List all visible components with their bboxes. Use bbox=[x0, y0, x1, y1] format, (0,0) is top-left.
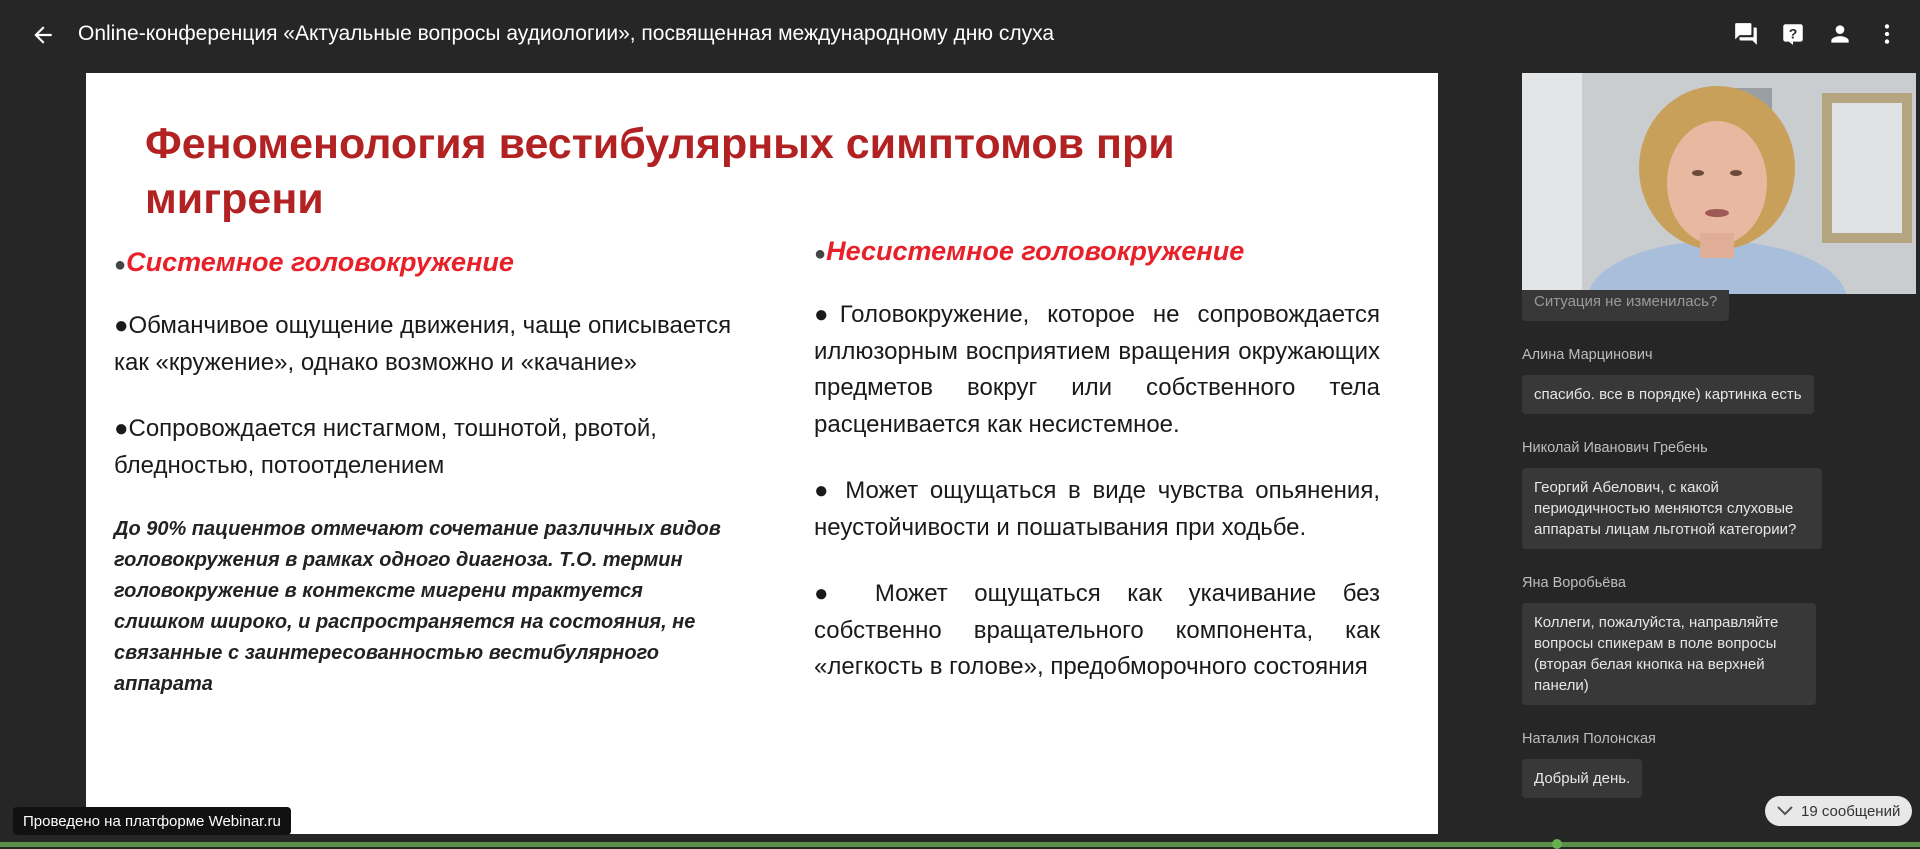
page-title: Online-конференция «Актуальные вопросы аудиологии», посвященная международному дню слуха bbox=[78, 22, 1055, 45]
right-paragraph-3: ● Может ощущаться как укачивание без собственно вращательного компонента, как «легкость в голове», предобморочного состояния bbox=[814, 580, 1380, 680]
right-paragraph-2: ● Может ощущаться в виде чувства опьянения, неустойчивости и пошатывания при ходьбе. bbox=[814, 477, 1380, 541]
chat-author: Яна Воробьёва bbox=[1522, 575, 1626, 591]
slide-title: Феноменология вестибулярных симптомов при мигрени bbox=[145, 120, 1175, 223]
slide-left-column bbox=[114, 247, 734, 700]
chat-message-partial: Ситуация не изменилась? bbox=[1522, 290, 1729, 321]
back-arrow-icon[interactable] bbox=[30, 22, 56, 48]
top-toolbar bbox=[1732, 20, 1900, 47]
chat-author: Николай Иванович Гребень bbox=[1522, 440, 1708, 456]
chat-message: Коллеги, пожалуйста, направляйте вопросы спикерам в поле вопросы (вторая белая кнопка на верхней панели) bbox=[1522, 603, 1816, 705]
bullet-icon: ● bbox=[114, 254, 127, 276]
chat-message: Георгий Абелович, с какой периодичностью меняются слуховые аппараты лицам льготной категории? bbox=[1522, 468, 1822, 549]
chat-author: Наталия Полонская bbox=[1522, 731, 1656, 747]
top-bar bbox=[0, 0, 1920, 68]
chat-author: Алина Марцинович bbox=[1522, 347, 1653, 363]
more-vert-icon[interactable] bbox=[1873, 20, 1900, 47]
left-paragraph-2: ●Сопровождается нистагмом, тошнотой, рвотой, бледностью, потоотделением bbox=[114, 415, 657, 479]
chat-message: спасибо. все в порядке) картинка есть bbox=[1522, 375, 1814, 414]
platform-badge[interactable]: Проведено на платформе Webinar.ru bbox=[13, 807, 291, 835]
chat-icon[interactable] bbox=[1732, 20, 1759, 47]
svg-text:?: ? bbox=[1788, 24, 1797, 41]
chat-message: Добрый день. bbox=[1522, 759, 1642, 798]
playback-progress-handle[interactable] bbox=[1552, 839, 1562, 849]
bullet-icon: ● bbox=[814, 243, 827, 265]
new-messages-button[interactable] bbox=[1765, 796, 1912, 826]
new-messages-count: 19 сообщений bbox=[1801, 802, 1901, 820]
chevron-down-icon bbox=[1777, 806, 1793, 816]
presentation-slide bbox=[86, 73, 1438, 834]
right-heading-text: Несистемное головокружение bbox=[826, 236, 1245, 266]
left-heading-text: Системное головокружение bbox=[126, 247, 514, 277]
right-heading bbox=[814, 236, 1380, 267]
question-icon[interactable] bbox=[1779, 20, 1806, 47]
left-heading bbox=[114, 247, 734, 278]
speaker-video[interactable] bbox=[1522, 73, 1916, 294]
right-paragraph-1: ●Головокружение, которое не сопровождается иллюзорным восприятием вращения окружающих предметов вокруг или собственного тела расценивается как несистемное. bbox=[814, 301, 1380, 438]
chat-panel bbox=[1522, 290, 1912, 847]
slide-right-column bbox=[814, 236, 1380, 716]
person-icon[interactable] bbox=[1826, 20, 1853, 47]
left-note: До 90% пациентов отмечают сочетание различных видов головокружения в рамках одного диагноза. Т.О. термин головокружение в контексте мигрени трактуется слишком широко, и распространяется на состояния, не связанные с заинтересованностью вестибулярного аппарата bbox=[114, 518, 721, 695]
playback-progress-bar[interactable] bbox=[0, 842, 1920, 847]
left-paragraph-1: ●Обманчивое ощущение движения, чаще описывается как «кружение», однако возможно и «качание» bbox=[114, 312, 732, 376]
